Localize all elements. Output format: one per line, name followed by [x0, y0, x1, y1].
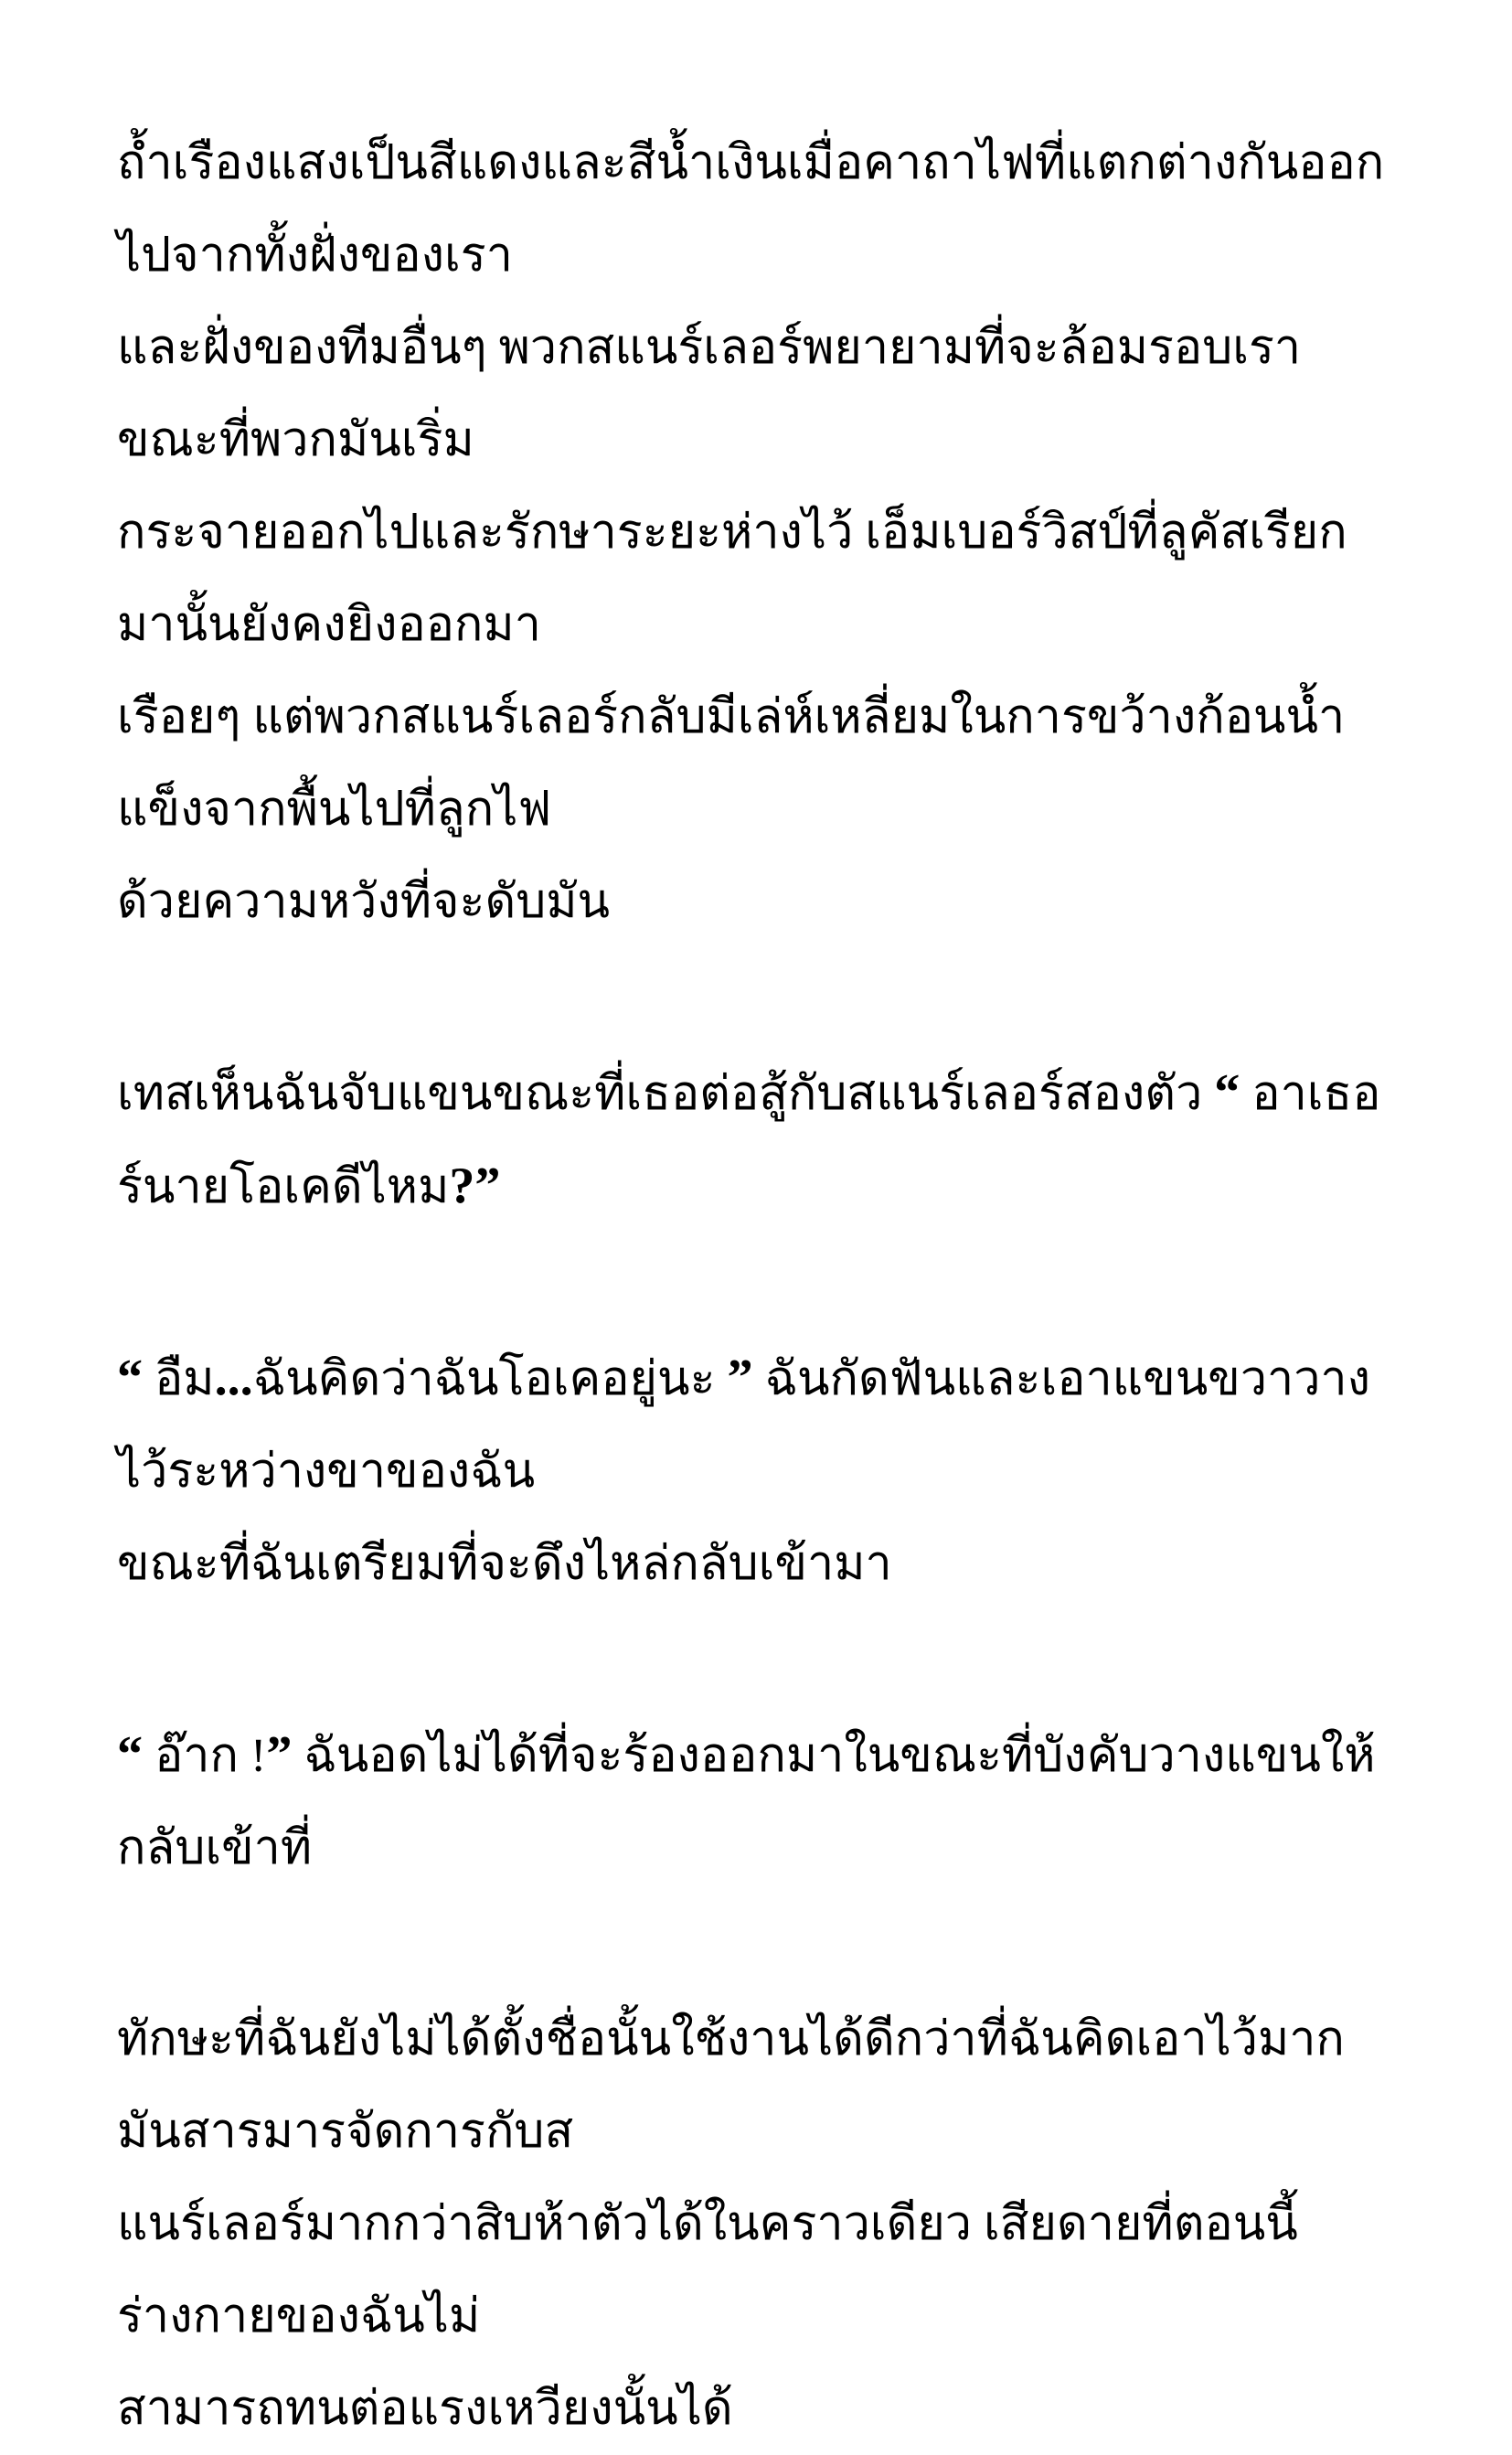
text-run: ฉันอดไม่ได้ที่จะร้องออกมาในขณะที่บังคับวางแขนให้กลับเข้าที่	[117, 1730, 1376, 1874]
text-line	[117, 671, 1402, 856]
paragraph	[117, 1993, 1402, 2455]
text-line	[117, 1993, 1402, 2178]
paragraph	[117, 1047, 1402, 1233]
text-run: เรือยๆ แต่พวกสแนร์เลอร์กลับมีเล่ห์เหลี่ยมในการขว้างก้อนน้ำแข็งจากพื้นไปที่ลูกไฟ	[117, 691, 1346, 836]
text-run: กระจายออกไปและรักษาระยะห่างไว้ เอ็มเบอร์วิสป์ที่ลูคัสเรียกมานั้นยังคงยิงออกมา	[117, 507, 1347, 651]
text-run: ฉันกัดฟันและเอาแขนขวาวางไว้ระหว่างขาของฉัน	[117, 1353, 1371, 1498]
text-run: อาเธอร์นายโอเคดีไหม	[117, 1068, 1381, 1213]
text-line	[117, 486, 1402, 671]
text-run: “	[1214, 1064, 1240, 1121]
text-line	[117, 1709, 1402, 1895]
text-line	[117, 2363, 1402, 2455]
text-run: ถ้ำเรืองแสงเป็นสีแดงและสีน้ำเงินเมื่อคาถาไฟที่แตกต่างกันออกไปจากทั้งฝั่งของเรา	[117, 137, 1385, 282]
text-line	[117, 1332, 1402, 1518]
text-run: แนร์เลอร์มากกว่าสิบห้าตัวได้ในคราวเดียว เสียดายที่ตอนนี้ร่างกายของฉันไม่	[117, 2198, 1298, 2343]
text-run: “	[117, 1350, 144, 1406]
paragraph	[117, 117, 1402, 948]
text-run: อ๊าก !	[143, 1730, 267, 1782]
text-run: สามารถทนต่อแรงเหวียงนั้นได้	[117, 2383, 733, 2435]
text-run: ”	[727, 1350, 753, 1406]
text-line	[117, 302, 1402, 486]
text-line	[117, 117, 1402, 302]
text-run: เทสเห็นฉันจับแขนขณะที่เธอต่อสู้กับสแนร์เลอร์สองตัว	[117, 1068, 1215, 1120]
text-run: ”	[266, 1726, 293, 1783]
text-run: ?”	[449, 1158, 501, 1214]
text-line	[117, 856, 1402, 948]
document-body	[117, 117, 1402, 2455]
paragraph	[117, 1709, 1402, 1895]
text-run: อืม	[143, 1353, 215, 1405]
text-run: “	[117, 1726, 144, 1783]
text-run: ...	[214, 1350, 253, 1406]
text-run: ขณะที่ฉันเตรียมที่จะดึงไหล่กลับเข้ามา	[117, 1538, 892, 1590]
text-run: ด้วยความหวังที่จะดับมัน	[117, 876, 611, 928]
text-run: และฝั่งของทีมอื่นๆ พวกสแนร์เลอร์พยายามที่จะล้อมรอบเราขณะที่พวกมันเริ่ม	[117, 322, 1302, 466]
text-line	[117, 1518, 1402, 1610]
text-line	[117, 1047, 1402, 1233]
text-run: ฉันคิดว่าฉันโอเคอยู่นะ	[252, 1353, 728, 1405]
text-run: ทักษะที่ฉันยังไม่ได้ตั้งชื่อนั้นใช้งานได้ดีกว่าที่ฉันคิดเอาไว้มาก มันสารมารจัดการกับส	[117, 2013, 1357, 2158]
paragraph	[117, 1332, 1402, 1610]
text-line	[117, 2178, 1402, 2363]
